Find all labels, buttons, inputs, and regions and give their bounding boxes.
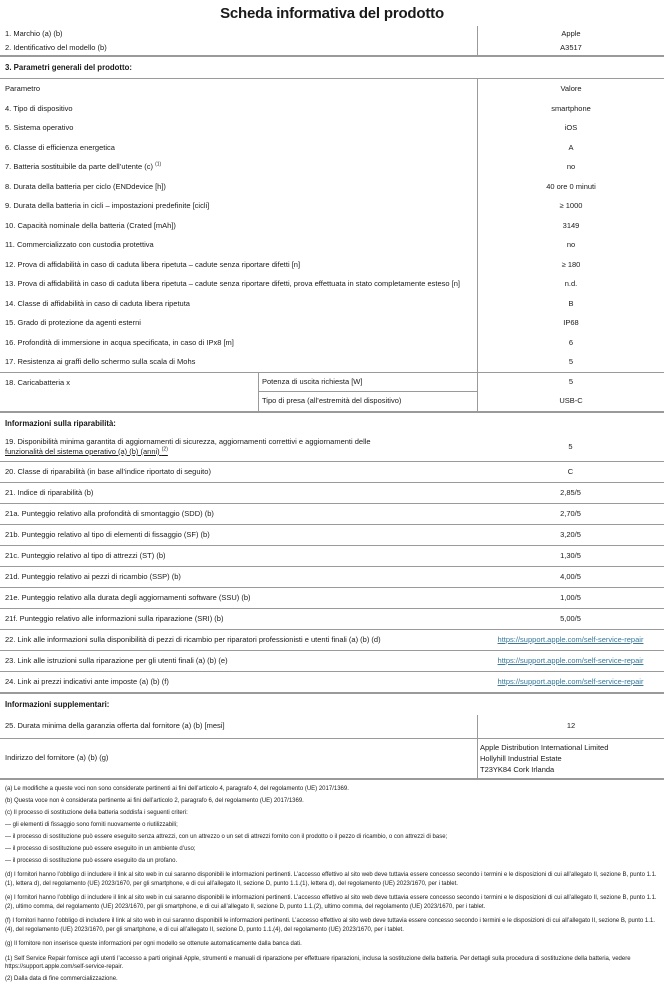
table-row (0, 525, 664, 546)
row-label: 25. Durata minima della garanzia offerta dal fornitore (a) (b) [mesi] (5, 721, 225, 731)
row-label-cell (0, 352, 477, 372)
footnote: — gli elementi di fissaggio sono forniti nuovamente o riutilizzabili; (5, 821, 658, 830)
repair-link[interactable]: https://support.apple.com/self-service-repair (498, 635, 644, 645)
charger-label (0, 373, 258, 411)
table-row (0, 609, 664, 630)
row-label: 21. Indice di riparabilità (b) (5, 488, 93, 498)
row-label: 23. Link alle istruzioni sulla riparazione per gli utenti finali (a) (b) (e) (5, 656, 228, 666)
row-label-cell (0, 177, 477, 197)
row-label: Parametro (5, 84, 40, 94)
table-row (0, 739, 664, 778)
row-value: 12 (567, 721, 575, 731)
charger-parameter-cells (258, 373, 477, 411)
row-label: Tipo di presa (all’estremità del dispositivo) (262, 396, 401, 406)
row-value: 3149 (563, 221, 580, 231)
row-value-cell (477, 352, 664, 372)
row-label: 12. Prova di affidabilità in caso di caduta libera ripetuta – cadute senza riportare difetti [n] (5, 260, 300, 270)
row-label-cell (0, 294, 477, 314)
table-row (0, 196, 664, 216)
row-label: Indirizzo del fornitore (a) (b) (g) (5, 753, 108, 763)
address-line: Hollyhill Industrial Estate (480, 753, 562, 764)
row-value: 3,20/5 (560, 530, 581, 540)
row-value: A3517 (560, 43, 582, 53)
table-row (0, 567, 664, 588)
table-row (0, 313, 664, 333)
row-value-cell (477, 483, 664, 503)
row-label-cell (0, 26, 477, 41)
row-value-cell (477, 274, 664, 294)
footnote: (b) Questa voce non è considerata pertinente ai fini dell’articolo 2, paragrafo 6, del regolamento (UE) 2017/1369. (5, 797, 658, 806)
row-label: 21b. Punteggio relativo al tipo di elementi di fissaggio (SF) (b) (5, 530, 210, 540)
row-value-cell (477, 255, 664, 275)
row-label: 21a. Punteggio relativo alla profondità di smontaggio (SDD) (b) (5, 509, 214, 519)
row-value: no (567, 162, 575, 172)
row-value: 4,00/5 (560, 572, 581, 582)
row-label: 6. Classe di efficienza energetica (5, 143, 115, 153)
table-row (0, 235, 664, 255)
footnote: — il processo di sostituzione può essere eseguito da un profano. (5, 857, 658, 866)
page-title: Scheda informativa del prodotto (0, 0, 664, 26)
footnote: (f) I fornitori hanno l’obbligo di includere il link al sito web in cui saranno disponibili le informazioni pertinenti. L’accesso effettivo al sito web deve tuttavia essere concesso secondo i termini e le disposizioni di cui all’allegato II, sezione B, punto 1.1.(4), del regolamento (UE) 2023/1670, per gli smartphone, e di cui all’allegato II, sezione D, punto 1.1.(4), del regolamento (UE) 2023/1670, per i tablet. (5, 917, 658, 934)
charger-subrow-value (478, 373, 664, 392)
row-label: 20. Classe di riparabilità (in base all’indice riportato di seguito) (5, 467, 211, 477)
row-value-cell (477, 462, 664, 482)
row-label: 21d. Punteggio relativo ai pezzi di ricambio (SSP) (b) (5, 572, 181, 582)
table-row (0, 41, 664, 56)
row-label: 4. Tipo di dispositivo (5, 104, 73, 114)
row-label-cell (0, 546, 477, 566)
row-label-cell (0, 567, 477, 587)
row-label-cell (0, 157, 477, 177)
row-value: 6 (569, 338, 573, 348)
charger-subrow-value (478, 392, 664, 411)
footnote-ref: (2) (162, 447, 168, 453)
row-label: 16. Profondità di immersione in acqua specificata, in caso di IPx8 [m] (5, 338, 234, 348)
row-value-cell (477, 434, 664, 461)
table-row (0, 546, 664, 567)
row-value: 40 ore 0 minuti (546, 182, 596, 192)
row-value-cell (477, 177, 664, 197)
row-label-cell (0, 483, 477, 503)
row-value-cell (477, 313, 664, 333)
charger-subtable (0, 372, 664, 411)
row-label-cell (0, 255, 477, 275)
row-value: smartphone (551, 104, 591, 114)
row-label: 9. Durata della batteria in cicli – impostazioni predefinite [cicli] (5, 201, 209, 211)
row-label-cell (0, 138, 477, 158)
footnote: (e) I fornitori hanno l’obbligo di includere il link al sito web in cui saranno disponibili le informazioni pertinenti. L’accesso effettivo al sito web deve tuttavia essere concesso secondo i termini e le disposizioni di cui all’allegato II, sezione B, punto 1.1.(2), ultimo comma, del regolamento (UE) 2023/1670, per gli smartphone, e di cui all’allegato II, sezione D, punto 1.1.(2), ultimo comma, del regolamento (UE) 2023/1670, per i tablet. (5, 894, 658, 911)
row-value-cell (477, 79, 664, 99)
row-label: 1. Marchio (a) (b) (5, 29, 63, 39)
row-label-cell (0, 99, 477, 119)
row-label: 7. Batteria sostituibile da parte dell’utente (c) $^{(1)}$ (5, 162, 161, 172)
footnotes (0, 778, 664, 991)
table-row (0, 434, 664, 462)
row-label-cell (0, 434, 477, 461)
row-value: n.d. (565, 279, 578, 289)
footnote: (c) Il processo di sostituzione della batteria soddisfa i seguenti criteri: (5, 809, 658, 818)
row-label: 5. Sistema operativo (5, 123, 73, 133)
table-row (0, 138, 664, 158)
footnote: (a) Le modifiche a queste voci non sono considerate pertinenti ai fini dell’articolo 4, paragrafo 4, del regolamento (UE) 2017/1369. (5, 785, 658, 794)
row-label-cell (0, 216, 477, 236)
charger-subrow-label (259, 392, 477, 411)
row-label-cell (0, 715, 477, 738)
row-label: 22. Link alle informazioni sulla disponibilità di pezzi di ricambio per riparatori professionisti e utenti finali (a) (b) (d) (5, 635, 381, 645)
row-label-cell (0, 79, 477, 99)
repair-link[interactable]: https://support.apple.com/self-service-repair (498, 656, 644, 666)
table-row (0, 672, 664, 692)
row-value-cell (477, 333, 664, 353)
row-label: 24. Link ai prezzi indicativi ante imposte (a) (b) (f) (5, 677, 169, 687)
row-value-cell (477, 196, 664, 216)
footnote: — il processo di sostituzione può essere eseguito in un ambiente d’uso; (5, 845, 658, 854)
footnote: (g) Il fornitore non inserisce queste informazioni per ogni modello se ottenute automaticamente dalla banca dati. (5, 940, 658, 949)
row-label: 21c. Punteggio relativo al tipo di attrezzi (ST) (b) (5, 551, 166, 561)
row-value: ≥ 180 (562, 260, 581, 270)
row-label: 13. Prova di affidabilità in caso di caduta libera ripetuta – cadute senza riportare difetti, prova effettuata in stato completamente esteso [n] (5, 279, 460, 289)
row-value: 5 (568, 442, 572, 452)
row-label: 18. Caricabatteria x (5, 378, 70, 387)
table-row (0, 483, 664, 504)
row-value-cell (477, 99, 664, 119)
row-value-cell (477, 651, 664, 671)
row-value-cell (477, 630, 664, 650)
row-value-cell (477, 41, 664, 56)
row-label: 21f. Punteggio relativo alle informazioni sulla riparazione (SRI) (b) (5, 614, 223, 624)
row-label: 21e. Punteggio relativo alla durata degli aggiornamenti software (SSU) (b) (5, 593, 251, 603)
row-value-cell (477, 216, 664, 236)
row-label-cell (0, 672, 477, 692)
row-value: 2,85/5 (560, 488, 581, 498)
row-value: ≥ 1000 (560, 201, 583, 211)
row-label: 10. Capacità nominale della batteria (Crated [mAh]) (5, 221, 176, 231)
row-label-cell (0, 118, 477, 138)
row-value-cell (477, 525, 664, 545)
row-value: Apple (561, 29, 580, 39)
row-value-cell (477, 504, 664, 524)
section-header-general: 3. Parametri generali del prodotto: (0, 55, 664, 79)
row-value-cell (477, 567, 664, 587)
row-label: 19. Disponibilità minima garantita di aggiornamenti di sicurezza, aggiornamenti correttivi e aggiornamenti delle funzionalità del sistema operativo (a) (b) (anni) $^{(2)}$ (5, 437, 371, 458)
row-label: Potenza di uscita richiesta [W] (262, 377, 362, 387)
table-row (0, 630, 664, 651)
row-label-cell (0, 630, 477, 650)
section-header-supplementary: Informazioni supplementari: (0, 692, 664, 715)
row-label-cell (0, 651, 477, 671)
row-value-cell (477, 546, 664, 566)
row-value: 1,30/5 (560, 551, 581, 561)
row-label-cell (0, 462, 477, 482)
row-label-cell (0, 739, 477, 778)
row-label-cell (0, 274, 477, 294)
row-value-cell (477, 715, 664, 738)
row-value: 5 (569, 357, 573, 367)
row-label-cell (0, 313, 477, 333)
footnote: (1) Self Service Repair fornisce agli utenti l’accesso a parti originali Apple, strumenti e manuali di riparazione per effettuare riparazioni, inclusa la sostituzione della batteria. Per dettagli sulla procedura di sostituzione della batteria, vedere https://support.apple.com/self-service-repair. (5, 955, 658, 972)
table-row (0, 99, 664, 119)
table-row (0, 118, 664, 138)
table-row (0, 294, 664, 314)
row-value-cell (477, 138, 664, 158)
table-row (0, 651, 664, 672)
row-label-cell (0, 235, 477, 255)
supplier-address (477, 739, 664, 778)
row-label: 2. Identificativo del modello (b) (5, 43, 107, 53)
row-label-cell (0, 504, 477, 524)
footnote-ref: (1) (155, 162, 161, 168)
row-value: A (568, 143, 573, 153)
row-value: 1,00/5 (560, 593, 581, 603)
row-label-cell (0, 588, 477, 608)
row-value-cell (477, 26, 664, 41)
footnote: (2) Dalla data di fine commercializzazione. (5, 975, 658, 984)
row-value: iOS (565, 123, 578, 133)
row-value: 5,00/5 (560, 614, 581, 624)
row-value-cell (477, 118, 664, 138)
row-label-underlined: funzionalità del sistema operativo (a) (b) (anni) $^{(2)}$ (5, 447, 168, 456)
repair-link[interactable]: https://support.apple.com/self-service-repair (498, 677, 644, 687)
row-value-cell (477, 235, 664, 255)
row-value-cell (477, 588, 664, 608)
footnote: (d) I fornitori hanno l’obbligo di includere il link al sito web in cui saranno disponibili le informazioni pertinenti. L’accesso effettivo al sito web deve tuttavia essere concesso secondo i termini e le disposizioni di cui all’allegato II, sezione B, punto 1.1.(1), lettera d), del regolamento (UE) 2023/1670, per gli smartphone, e di cui all’allegato II, sezione D, punto 1.1.(1), lettera d), del regolamento (UE) 2023/1670, per i tablet. (5, 871, 658, 888)
table-row (0, 333, 664, 353)
row-value: C (568, 467, 573, 477)
table-row (0, 216, 664, 236)
row-value: no (567, 240, 575, 250)
row-label-cell (0, 609, 477, 629)
row-label: 17. Resistenza ai graffi dello schermo sulla scala di Mohs (5, 357, 195, 367)
row-label: 14. Classe di affidabilità in caso di caduta libera ripetuta (5, 299, 190, 309)
row-value: 5 (569, 377, 573, 387)
table-row (0, 588, 664, 609)
address-line: T23YK84 Cork Irlanda (480, 764, 554, 775)
table-row (0, 157, 664, 177)
supplementary-table (0, 715, 664, 778)
row-label-cell (0, 525, 477, 545)
row-value-cell (477, 294, 664, 314)
general-parameters-table (0, 79, 664, 372)
row-label-cell (0, 196, 477, 216)
charger-value-cells (477, 373, 664, 411)
row-label: 8. Durata della batteria per ciclo (ENDdevice [h]) (5, 182, 166, 192)
section-header-repairability: Informazioni sulla riparabilità: (0, 411, 664, 434)
row-value: 2,70/5 (560, 509, 581, 519)
row-label: 11. Commercializzato con custodia protettiva (5, 240, 154, 250)
table-row (0, 255, 664, 275)
footnote: — il processo di sostituzione può essere eseguito senza attrezzi, con un attrezzo o un set di attrezzi fornito con il prodotto o il pezzo di ricambio, o con attrezzi di base; (5, 833, 658, 842)
row-value: IP68 (563, 318, 578, 328)
table-row (0, 79, 664, 99)
brand-model-rows (0, 26, 664, 55)
repairability-table (0, 434, 664, 692)
address-line: Apple Distribution International Limited (480, 742, 608, 753)
table-row (0, 504, 664, 525)
row-value: Valore (560, 84, 581, 94)
row-label-cell (0, 41, 477, 56)
row-value-cell (477, 157, 664, 177)
charger-subrow-label (259, 373, 477, 392)
row-value-cell (477, 609, 664, 629)
table-row (0, 26, 664, 41)
row-value: B (568, 299, 573, 309)
row-label-cell (0, 333, 477, 353)
row-value-cell (477, 672, 664, 692)
row-value: USB-C (559, 396, 582, 406)
table-row (0, 352, 664, 372)
table-row (0, 274, 664, 294)
table-row (0, 462, 664, 483)
table-row (0, 715, 664, 739)
table-row (0, 177, 664, 197)
row-label: 15. Grado di protezione da agenti esterni (5, 318, 141, 328)
